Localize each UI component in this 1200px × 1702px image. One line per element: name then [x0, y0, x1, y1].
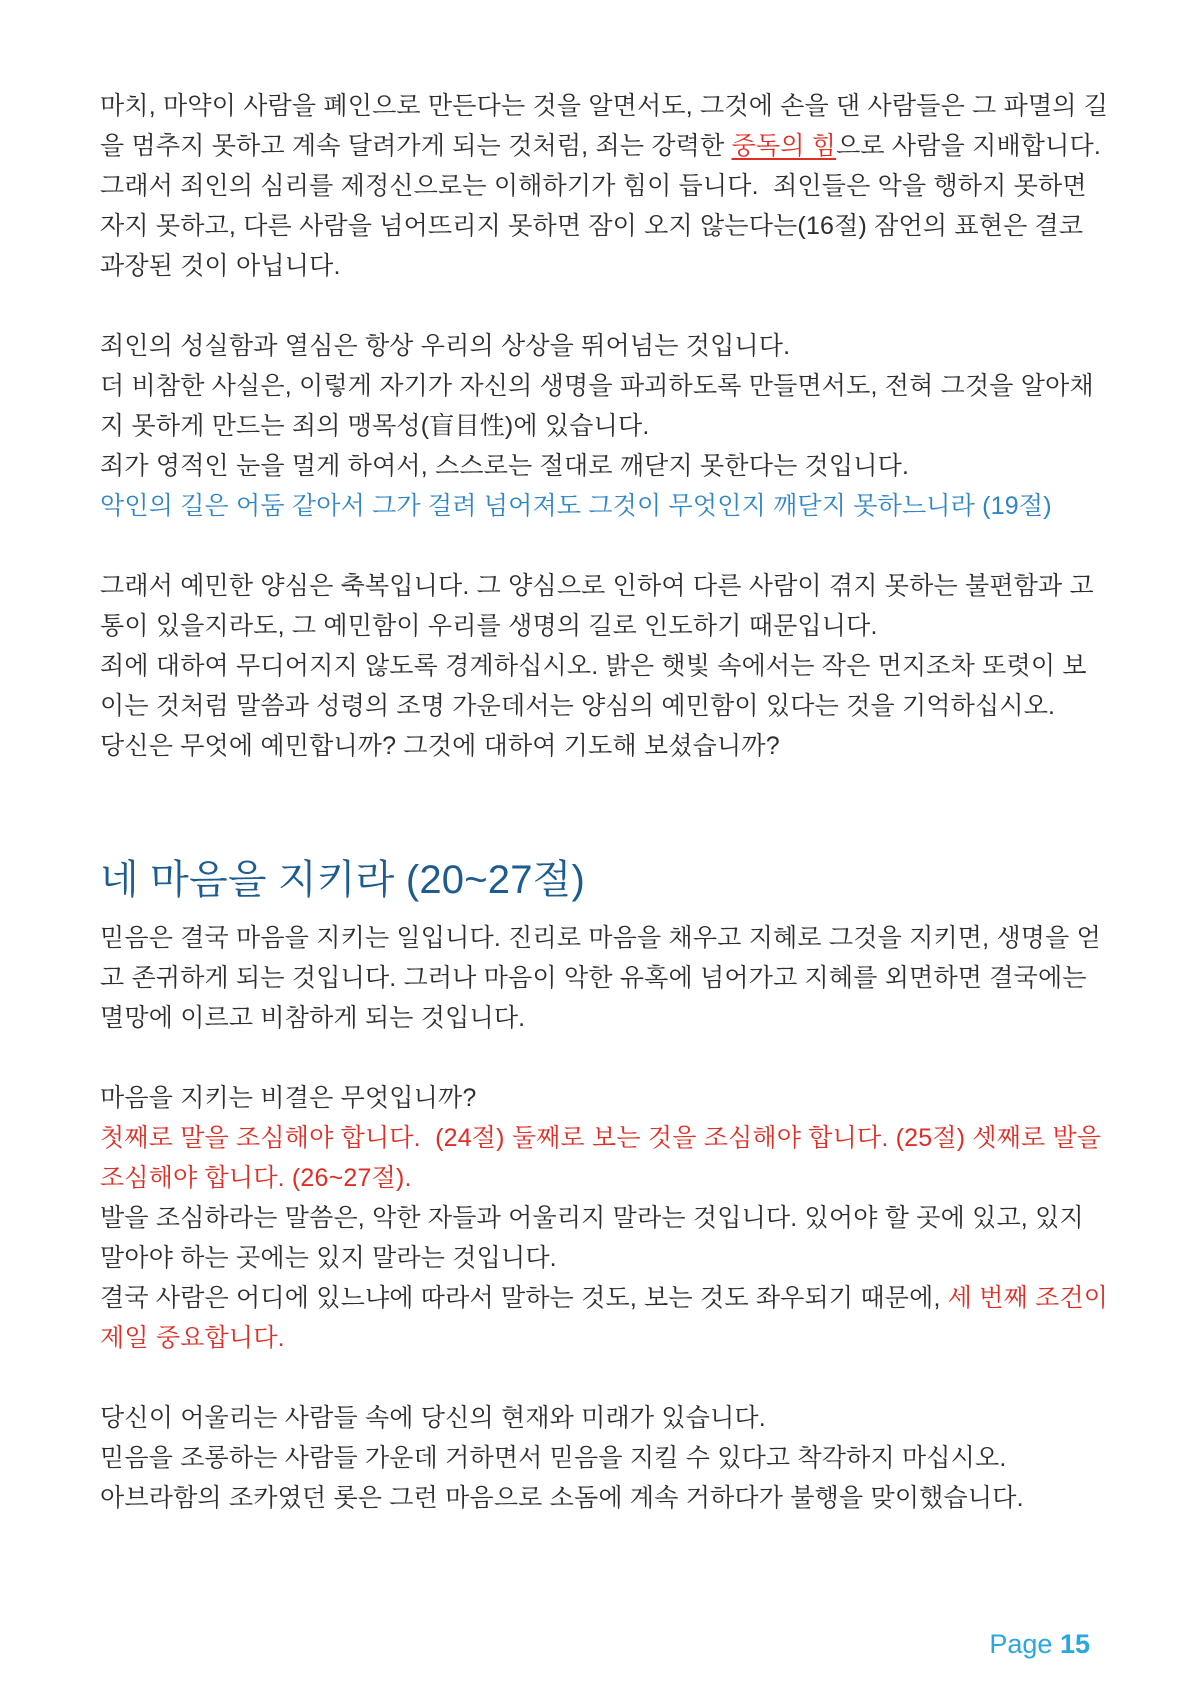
text-segment: 당신은 무엇에 예민합니까? 그것에 대하여 기도해 보셨습니까?	[100, 732, 780, 760]
paragraph	[100, 166, 1110, 286]
paragraph-gap	[100, 526, 1110, 566]
text-segment: 믿음은 결국 마음을 지키는 일입니다. 진리로 마음을 채우고 지혜로 그것을 지키면, 생명을 얻고 존귀하게 되는 것입니다. 그러나 마음이 악한 유혹에 넘어가고 지혜를 외면하면 결국에는 멸망에 이르고 비참하게 되는 것입니다.	[100, 924, 1101, 1032]
page-footer-number: 15	[1059, 1629, 1090, 1659]
text-segment: 더 비참한 사실은, 이렇게 자기가 자신의 생명을 파괴하도록 만들면서도, 전혀 그것을 알아채지 못하게 만드는 죄의 맹목성(盲目性)에 있습니다.	[100, 372, 1094, 440]
paragraph-gap	[100, 1038, 1110, 1078]
text-segment: 세 번째 조건이 제일 중요합니다.	[100, 1284, 1116, 1352]
paragraph	[100, 86, 1110, 166]
page-footer	[989, 1628, 1090, 1660]
paragraph	[100, 366, 1110, 446]
text-segment: 결국 사람은 어디에 있느냐에 따라서 말하는 것도, 보는 것도 좌우되기 때문에,	[100, 1284, 948, 1312]
page-footer-label: Page	[989, 1629, 1053, 1659]
text-segment: 마치, 마약이 사람을 폐인으로 만든다는 것을 알면서도, 그것에 손을 댄 사람들은 그 파멸의 길을 멈추지 못하고 계속 달려가게 되는 것처럼, 죄는 강력한	[100, 92, 1109, 160]
paragraph	[100, 326, 1110, 366]
text-segment: 죄인의 성실함과 열심은 항상 우리의 상상을 뛰어넘는 것입니다.	[100, 332, 791, 360]
paragraph	[100, 1278, 1116, 1358]
text-segment: 으로 사람을 지배합니다.	[836, 132, 1102, 160]
paragraph	[100, 1198, 1110, 1278]
text-segment: 죄가 영적인 눈을 멀게 하여서, 스스로는 절대로 깨닫지 못한다는 것입니다.	[100, 452, 910, 480]
paragraph	[100, 1078, 1110, 1118]
paragraph	[100, 1438, 1110, 1478]
text-segment: 그래서 예민한 양심은 축복입니다. 그 양심으로 인하여 다른 사람이 겪지 못하는 불편함과 고통이 있을지라도, 그 예민함이 우리를 생명의 길로 인도하기 때문입니다.	[100, 572, 1094, 640]
paragraph	[100, 1118, 1110, 1198]
document-body	[100, 86, 1116, 1518]
paragraph-gap	[100, 286, 1110, 326]
text-segment: 당신이 어울리는 사람들 속에 당신의 현재와 미래가 있습니다.	[100, 1404, 766, 1432]
paragraph	[100, 918, 1110, 1038]
section-heading	[100, 856, 1110, 904]
page-footer-space	[1052, 1629, 1060, 1659]
paragraph	[100, 726, 1110, 766]
text-segment: 그래서 죄인의 심리를 제정신으로는 이해하기가 힘이 듭니다. 죄인들은 악을 행하지 못하면 자지 못하고, 다른 사람을 넘어뜨리지 못하면 잠이 오지 않는다는(16절) 잠언의 표현은 결코 과장된 것이 아닙니다.	[100, 172, 1094, 280]
text-segment: 첫째로 말을 조심해야 합니다. (24절) 둘째로 보는 것을 조심해야 합니다. (25절) 셋째로 발을 조심해야 합니다. (26~27절).	[100, 1124, 1109, 1192]
paragraph	[100, 486, 1110, 526]
text-segment: 악인의 길은 어둠 같아서 그가 걸려 넘어져도 그것이 무엇인지 깨닫지 못하느니라 (19절)	[100, 492, 1052, 520]
text-segment: 네 마음을 지키라 (20~27절)	[100, 858, 586, 902]
paragraph	[100, 446, 1110, 486]
text-segment: 죄에 대하여 무디어지지 않도록 경계하십시오. 밝은 햇빛 속에서는 작은 먼지조차 또렷이 보이는 것처럼 말씀과 성령의 조명 가운데서는 양심의 예민함이 있다는 것을 기억하십시오.	[100, 652, 1087, 720]
paragraph	[100, 646, 1110, 726]
paragraph	[100, 566, 1110, 646]
text-segment: 아브라함의 조카였던 롯은 그런 마음으로 소돔에 계속 거하다가 불행을 맞이했습니다.	[100, 1484, 1024, 1512]
paragraph-gap	[100, 1358, 1110, 1398]
text-segment: 발을 조심하라는 말씀은, 악한 자들과 어울리지 말라는 것입니다. 있어야 할 곳에 있고, 있지 말아야 하는 곳에는 있지 말라는 것입니다.	[100, 1204, 1091, 1272]
text-segment: 믿음을 조롱하는 사람들 가운데 거하면서 믿음을 지킬 수 있다고 착각하지 마십시오.	[100, 1444, 1007, 1472]
text-segment: 중독의 힘	[731, 132, 837, 160]
paragraph	[100, 1398, 1110, 1438]
paragraph	[100, 1478, 1110, 1518]
text-segment: 마음을 지키는 비결은 무엇입니까?	[100, 1084, 477, 1112]
